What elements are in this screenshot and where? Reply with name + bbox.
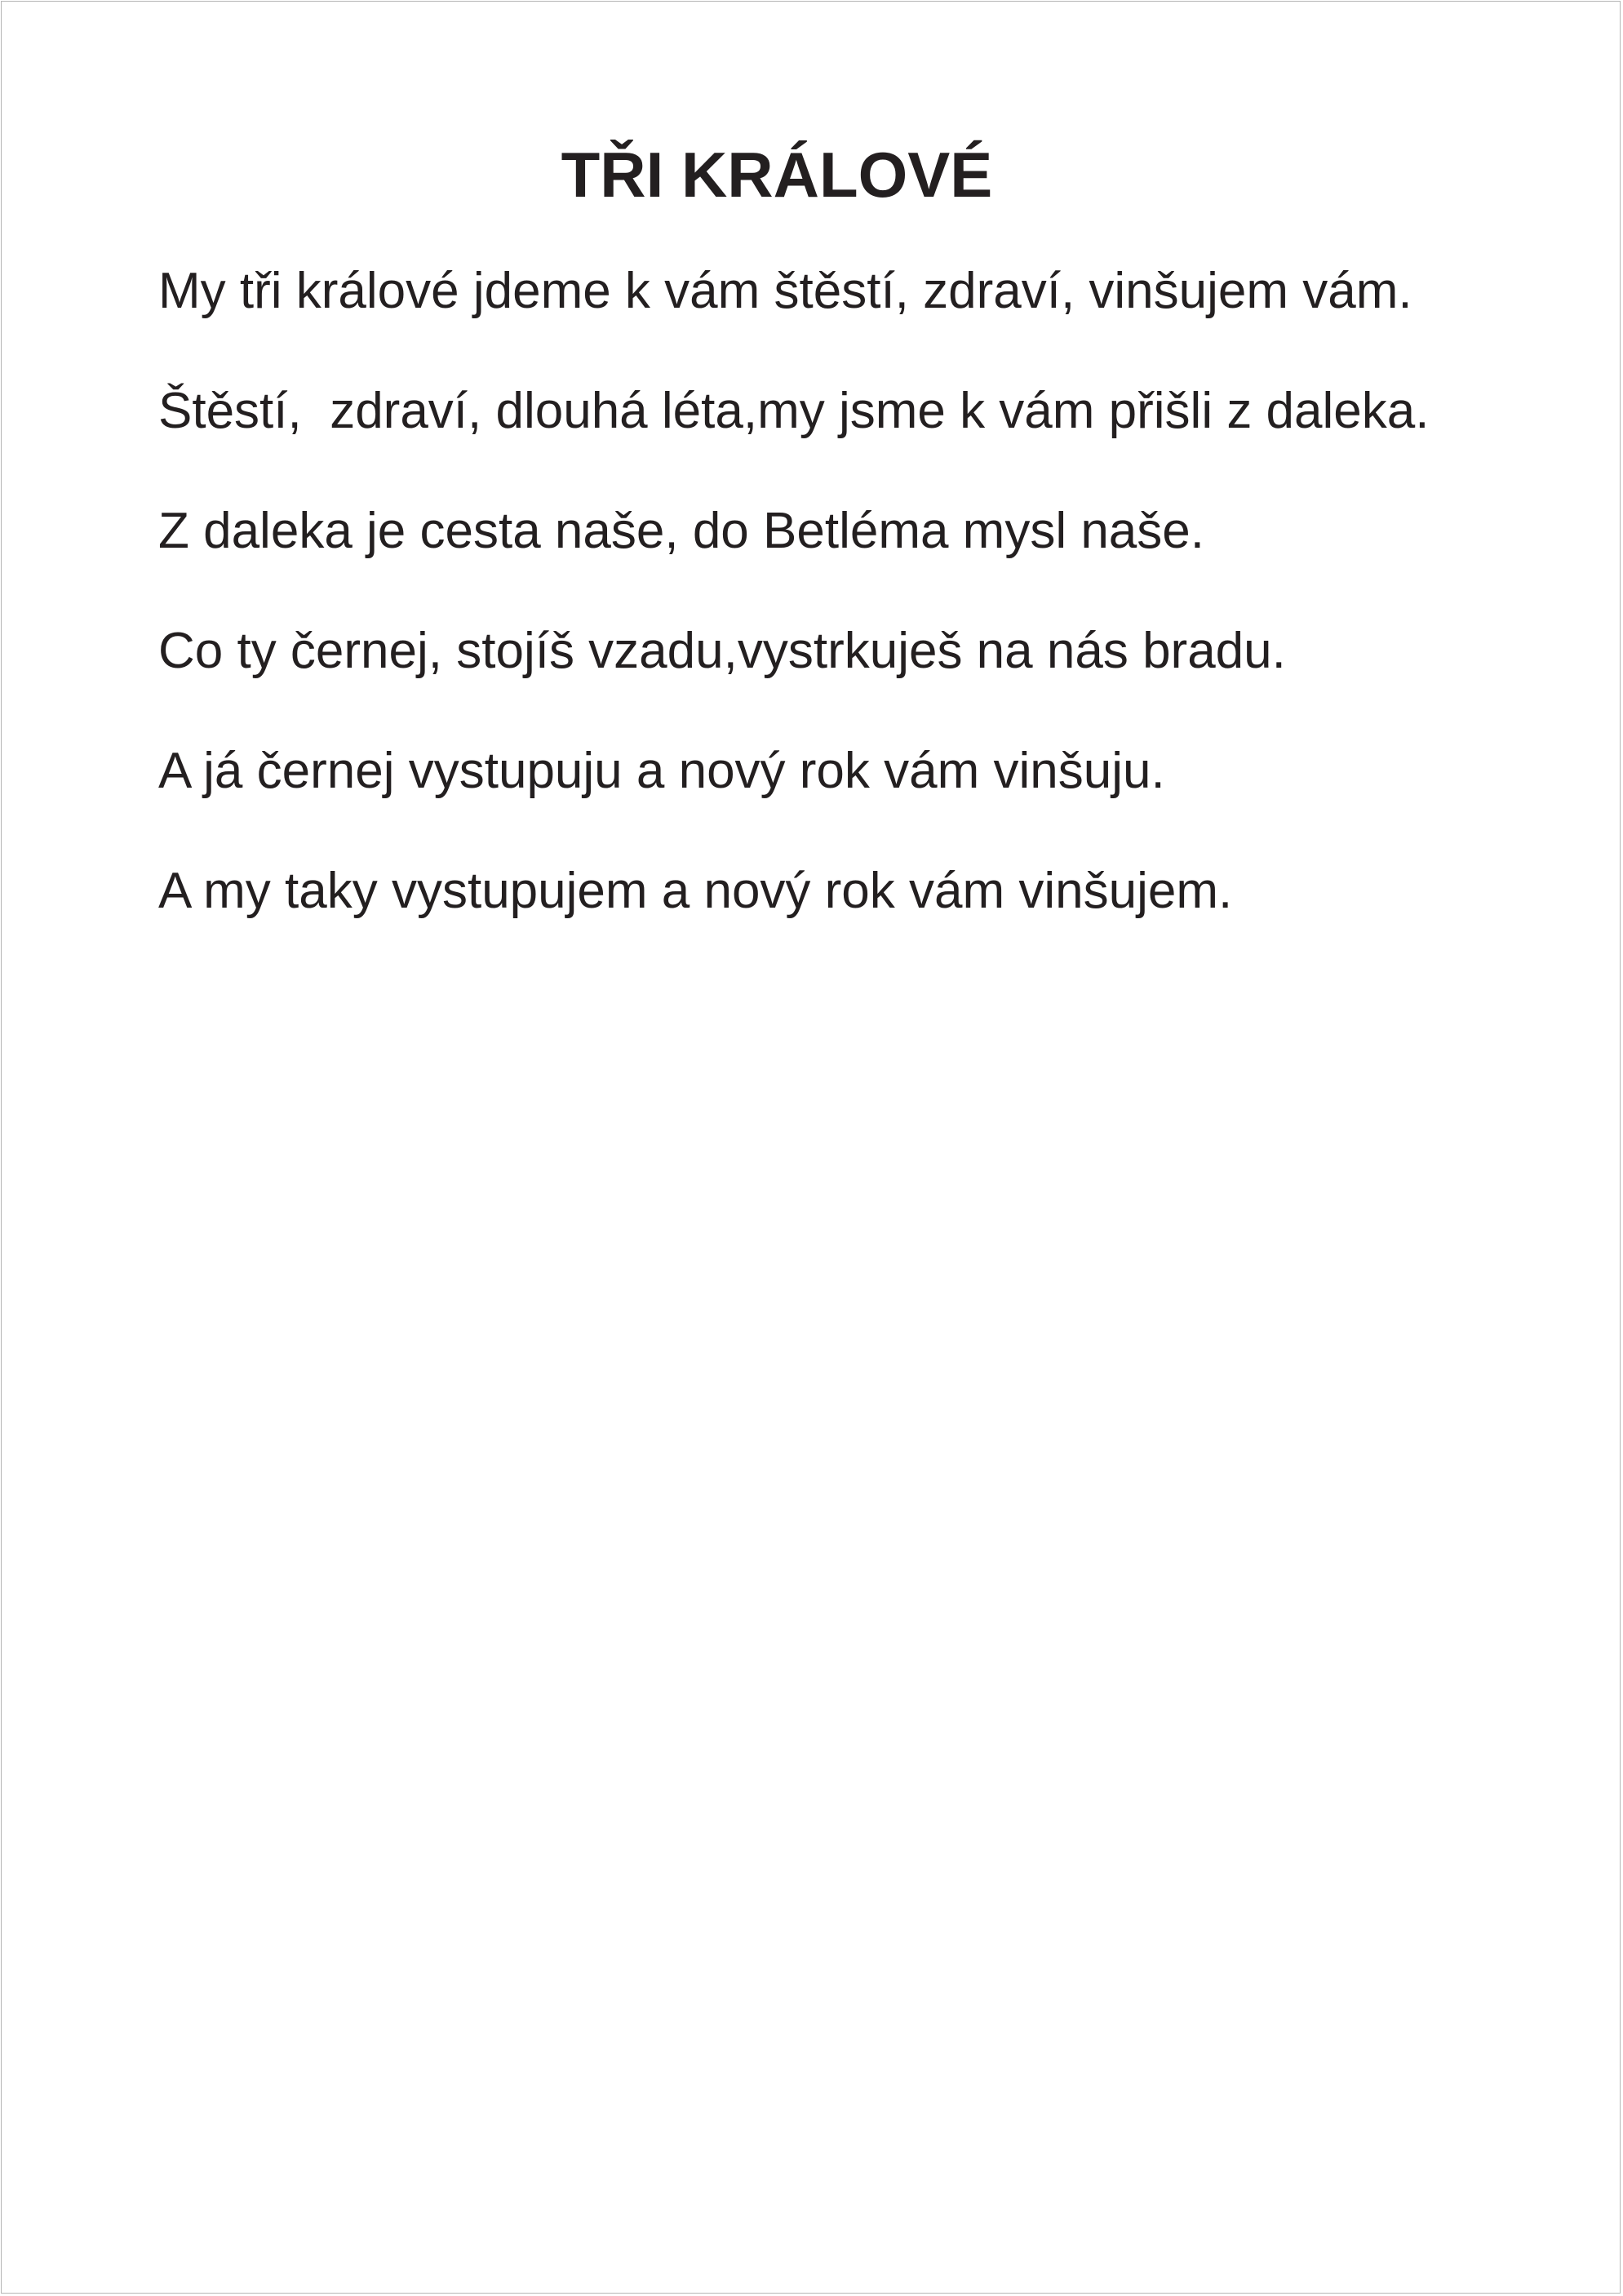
poem-line-6: A my taky vystupujem a nový rok vám vinšujem.	[158, 863, 1233, 919]
document-page	[1, 1, 1621, 2294]
poem-lines	[158, 261, 1429, 981]
poem-line-3: Z daleka je cesta naše, do Betléma mysl naše.	[158, 503, 1204, 559]
document-title: TŘI KRÁLOVÉ	[561, 139, 993, 211]
poem-line-1: My tři králové jdeme k vám štěstí, zdraví, vinšujem vám.	[158, 263, 1412, 319]
poem-line-4: Co ty černej, stojíš vzadu,vystrkuješ na nás bradu.	[158, 623, 1286, 679]
poem-line-2: Štěstí, zdraví, dlouhá léta,my jsme k vám přišli z daleka.	[158, 383, 1430, 439]
poem-line-5: A já černej vystupuju a nový rok vám vinšuju.	[158, 743, 1165, 799]
